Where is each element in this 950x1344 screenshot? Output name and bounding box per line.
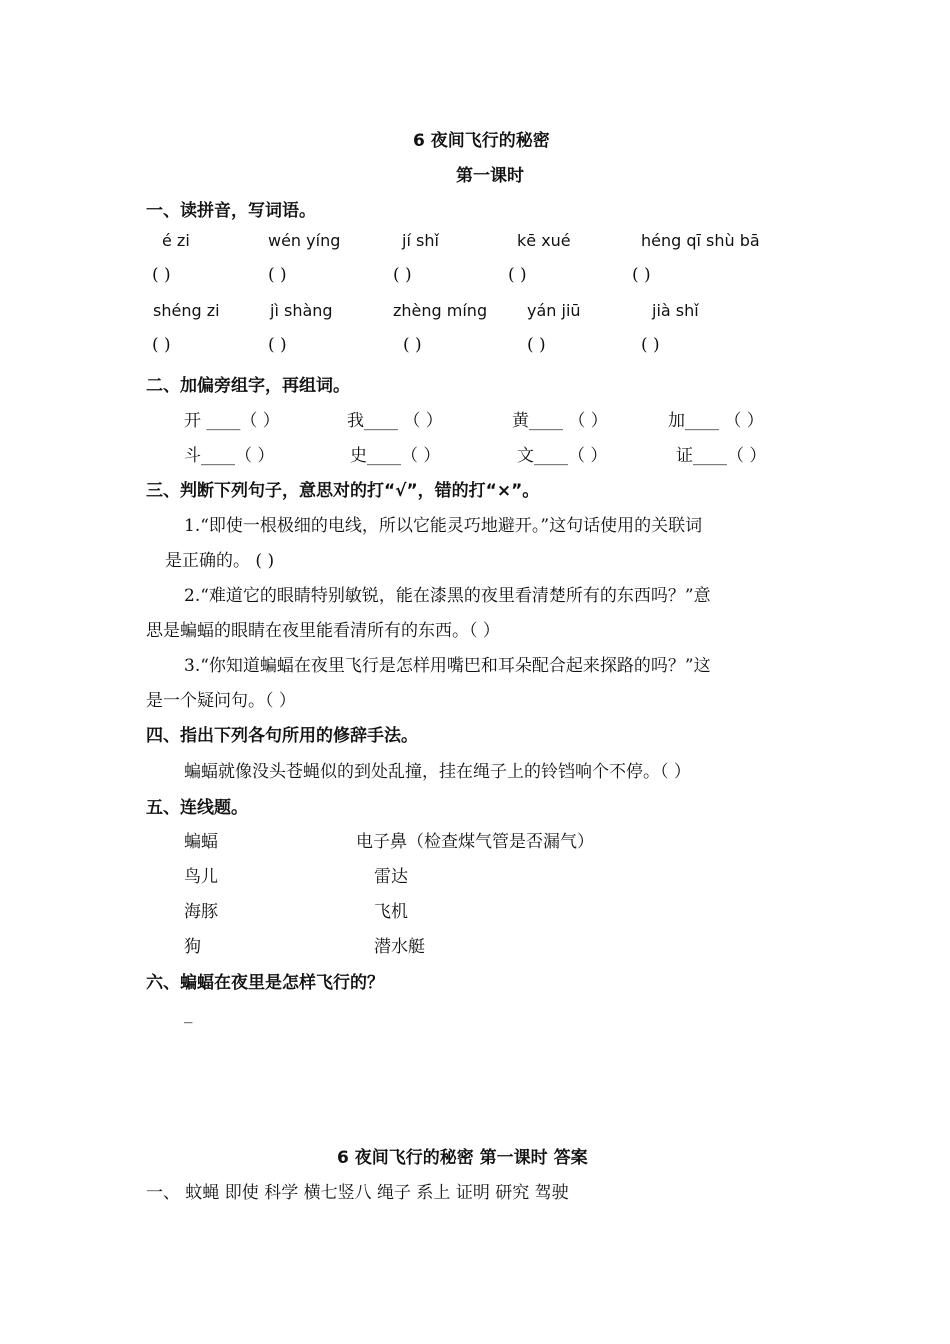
match-left-item[interactable]: 狗 [184,937,201,957]
section-3-heading: 三、判断下列句子，意思对的打“√”，错的打“×”。 [146,481,540,501]
section-6-heading: 六、蝙蝠在夜里是怎样飞行的？ [146,973,384,993]
radical-item[interactable]: 斗____（ ） [184,446,275,466]
match-right-item[interactable]: 雷达 [374,867,408,887]
page-subtitle: 第一课时 [456,166,524,186]
judge-question-2-cont[interactable]: 思是蝙蝠的眼睛在夜里能看清所有的东西。（ ） [146,621,500,641]
radical-item[interactable]: 我____ （ ） [347,411,443,431]
answer-blank[interactable]: ( ) [268,335,287,355]
match-left-item[interactable]: 鸟儿 [184,867,218,887]
judge-question-2: 2.“难道它的眼睛特别敏锐，能在漆黑的夜里看清楚所有的东西吗？”意 [184,586,711,606]
section-5-heading: 五、连线题。 [146,798,248,818]
section-2-heading: 二、加偏旁组字，再组词。 [146,376,350,396]
match-left-item[interactable]: 海豚 [184,902,218,922]
answer-blank[interactable]: ( ) [403,335,422,355]
pinyin-item: é zi [162,231,190,250]
pinyin-item: kē xué [517,231,571,250]
answer-blank[interactable]: ( ) [268,265,287,285]
radical-item[interactable]: 史____（ ） [350,446,441,466]
pinyin-item: jí shǐ [402,231,439,250]
match-right-item[interactable]: 潜水艇 [374,937,425,957]
section-4-heading: 四、指出下列各句所用的修辞手法。 [146,726,418,746]
answer-blank[interactable]: ( ) [152,335,171,355]
answers-line-1: 一、 蚊蝇 即使 科学 横七竖八 绳子 系上 证明 研究 驾驶 [146,1183,569,1203]
radical-item[interactable]: 文____（ ） [517,446,608,466]
answer-blank[interactable]: ( ) [508,265,527,285]
match-left-item[interactable]: 蝙蝠 [184,832,218,852]
pinyin-item: jià shǐ [652,301,699,320]
answer-blank[interactable]: ( ) [641,335,660,355]
radical-item[interactable]: 开 ____（ ） [184,411,280,431]
judge-question-3: 3.“你知道蝙蝠在夜里飞行是怎样用嘴巴和耳朵配合起来探路的吗？”这 [184,656,711,676]
answer-line[interactable]: _ [184,1004,193,1024]
radical-item[interactable]: 黄____ （ ） [512,411,608,431]
answers-title: 6 夜间飞行的秘密 第一课时 答案 [337,1148,588,1168]
answer-blank[interactable]: ( ) [393,265,412,285]
judge-question-1: 1.“即使一根极细的电线，所以它能灵巧地避开。”这句话使用的关联词 [184,516,703,536]
answer-blank[interactable]: ( ) [527,335,546,355]
match-right-item[interactable]: 飞机 [374,902,408,922]
judge-question-3-cont[interactable]: 是一个疑问句。（ ） [146,691,296,711]
radical-item[interactable]: 证____（ ） [676,446,767,466]
pinyin-item: zhèng míng [393,301,488,320]
pinyin-item: wén yíng [268,231,341,250]
radical-item[interactable]: 加____ （ ） [668,411,764,431]
judge-question-1-cont[interactable]: 是正确的。 ( ) [165,551,275,571]
match-right-item[interactable]: 电子鼻（检查煤气管是否漏气） [356,832,594,852]
rhetoric-sentence[interactable]: 蝙蝠就像没头苍蝇似的到处乱撞，挂在绳子上的铃铛响个不停。（ ） [184,762,691,782]
pinyin-item: yán jiū [527,301,581,320]
answer-blank[interactable]: ( ) [632,265,651,285]
pinyin-item: héng qī shù bā [641,231,760,250]
pinyin-item: jì shàng [270,301,333,320]
pinyin-item: shéng zi [153,301,220,320]
answer-blank[interactable]: ( ) [152,265,171,285]
page-title: 6 夜间飞行的秘密 [413,131,550,151]
section-1-heading: 一、读拼音，写词语。 [146,201,316,221]
